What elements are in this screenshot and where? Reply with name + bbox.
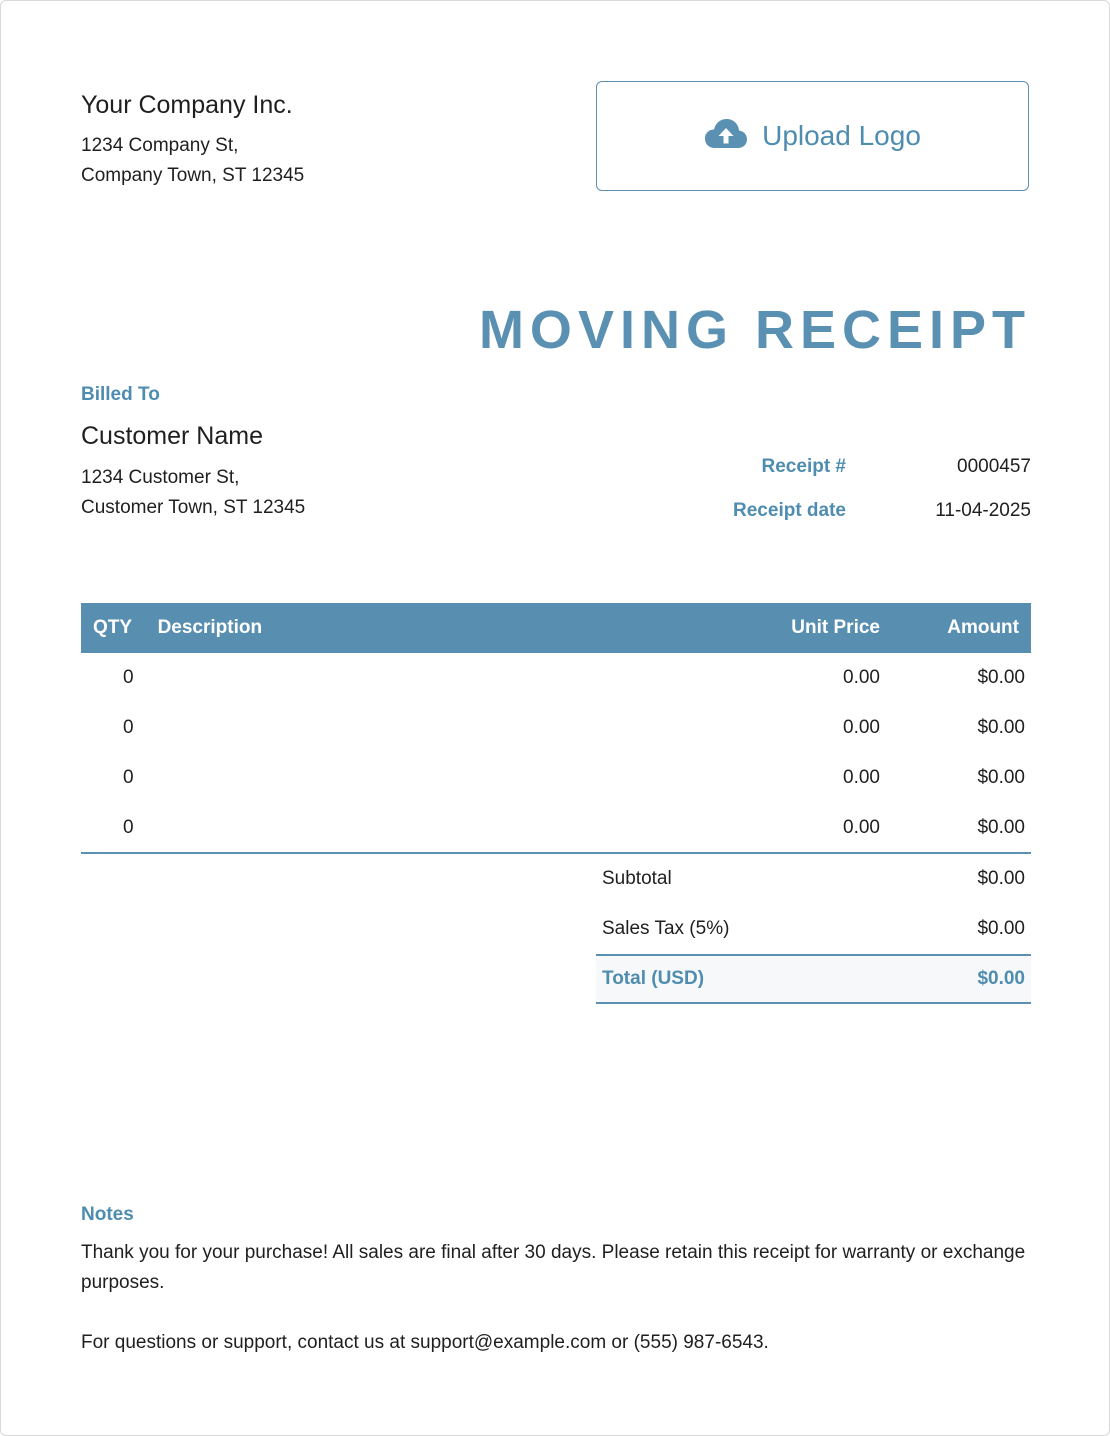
row-description bbox=[146, 703, 668, 753]
total-row bbox=[596, 954, 1031, 1004]
customer-address-line2: Customer Town, ST 12345 bbox=[81, 497, 306, 518]
row-description bbox=[146, 653, 668, 703]
receipt-date-label: Receipt date bbox=[733, 500, 846, 521]
row-amount: $0.00 bbox=[977, 717, 1025, 738]
row-description bbox=[146, 803, 668, 853]
sales-tax-value: $0.00 bbox=[977, 918, 1025, 939]
contact-text: For questions or support, contact us at support@example.com or (555) 987-6543. bbox=[81, 1332, 769, 1353]
receipt-number: 0000457 bbox=[957, 456, 1031, 477]
subtotal-value: $0.00 bbox=[977, 868, 1025, 889]
total-value: $0.00 bbox=[977, 968, 1025, 989]
row-qty: 0 bbox=[123, 717, 134, 738]
table-row bbox=[81, 703, 1031, 753]
row-unit-price: 0.00 bbox=[668, 803, 892, 853]
row-qty: 0 bbox=[123, 767, 134, 788]
table-header-row bbox=[81, 603, 1031, 653]
upload-logo-label: Upload Logo bbox=[762, 120, 921, 151]
row-qty: 0 bbox=[123, 667, 134, 688]
table-row bbox=[81, 653, 1031, 703]
receipt-title: MOVING RECEIPT bbox=[478, 300, 1031, 360]
amount-header: Amount bbox=[947, 617, 1019, 638]
customer-address-line1: 1234 Customer St, bbox=[81, 467, 240, 488]
row-unit-price: 0.00 bbox=[843, 717, 880, 738]
receipt-number-label: Receipt # bbox=[761, 456, 846, 477]
sales-tax-label: Sales Tax (5%) bbox=[602, 918, 730, 939]
totals-section bbox=[596, 854, 1031, 1004]
qty-header: QTY bbox=[93, 617, 133, 638]
row-qty: 0 bbox=[81, 803, 146, 853]
customer-name: Customer Name bbox=[81, 422, 263, 450]
subtotal-row bbox=[596, 854, 1031, 904]
table-row bbox=[81, 753, 1031, 803]
notes-label: Notes bbox=[81, 1204, 134, 1225]
company-address-line2: Company Town, ST 12345 bbox=[81, 165, 305, 186]
company-address-line1: 1234 Company St, bbox=[81, 135, 239, 156]
receipt-date: 11-04-2025 bbox=[935, 500, 1031, 521]
description-header: Description bbox=[157, 617, 263, 638]
sales-tax-row bbox=[596, 904, 1031, 954]
subtotal-label: Subtotal bbox=[602, 868, 672, 889]
company-name: Your Company Inc. bbox=[81, 91, 293, 119]
cloud-upload-icon bbox=[704, 118, 748, 155]
table-row bbox=[81, 803, 1031, 853]
row-unit-price: 0.00 bbox=[843, 767, 880, 788]
unit-price-header: Unit Price bbox=[791, 617, 880, 638]
notes-text: Thank you for your purchase! All sales are final after 30 days. Please retain this receipt for warranty or exchange purposes. bbox=[81, 1242, 1026, 1293]
upload-logo-button[interactable] bbox=[596, 81, 1029, 191]
row-unit-price: 0.00 bbox=[843, 667, 880, 688]
row-description bbox=[146, 753, 668, 803]
row-amount: $0.00 bbox=[977, 767, 1025, 788]
total-label: Total (USD) bbox=[602, 968, 705, 989]
row-amount: $0.00 bbox=[892, 803, 1031, 853]
line-items-table bbox=[81, 603, 1031, 854]
row-amount: $0.00 bbox=[977, 667, 1025, 688]
billed-to-label: Billed To bbox=[81, 384, 160, 405]
